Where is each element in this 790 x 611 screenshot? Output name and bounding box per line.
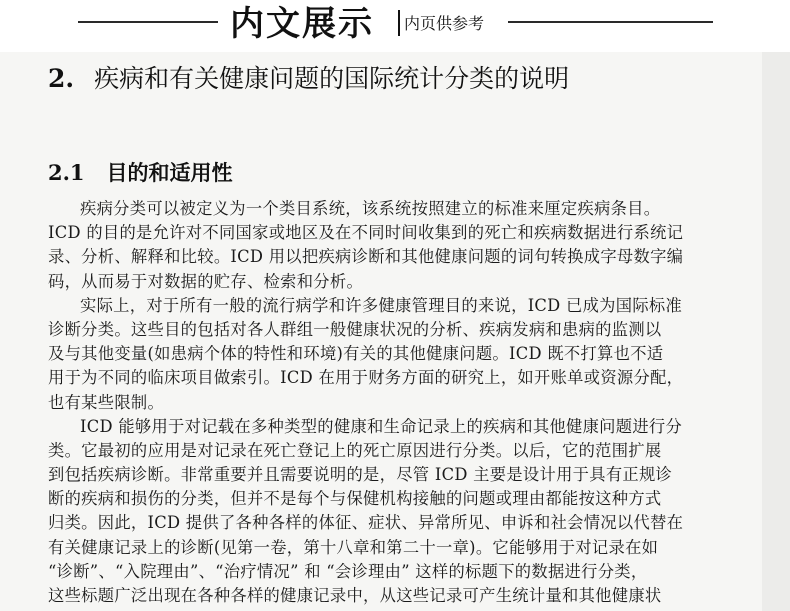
text-line: 类。它最初的应用是对记录在死亡登记上的死亡原因进行分类。以后，它的范围扩展 (48, 440, 662, 460)
body-text (48, 197, 748, 608)
text-line: ICD 的目的是允许对不同国家或地区及在不同时间收集到的死亡和疾病数据进行系统记 (48, 223, 684, 243)
section-heading (48, 159, 233, 187)
text-line: 也有某些限制。 (48, 392, 165, 412)
page-edge-shadow (762, 52, 790, 611)
text-line: 归类。因此，ICD 提供了各种各样的体征、症状、异常所见、申诉和社会情况以代替在 (48, 513, 684, 533)
text-line: 到包括疾病诊断。非常重要并且需要说明的是，尽管 ICD 主要是设计用于具有正规诊 (48, 465, 673, 485)
text-line: 这些标题广泛出现在各种各样的健康记录中，从这些记录可产生统计量和其他健康状 (48, 586, 662, 605)
text-line: 实际上，对于所有一般的流行病学和许多健康管理目的来说，ICD 已成为国际标准 (80, 295, 683, 315)
section-number: 2.1 (48, 160, 85, 185)
banner-subtitle: 内页供参考 (404, 14, 485, 33)
text-line: 录、分析、解释和比较。ICD 用以把疾病诊断和其他健康问题的词句转换成字母数字编 (48, 247, 684, 267)
chapter-number: 2. (48, 64, 75, 93)
text-line: 及与其他变量(如患病个体的特性和环境)有关的其他健康问题。ICD 既不打算也不适 (48, 344, 664, 364)
text-line: 诊断分类。这些目的包括对各人群组一般健康状况的分析、疾病发病和患病的监测以 (48, 319, 662, 339)
chapter-heading (48, 62, 569, 96)
text-line: 用于为不同的临床项目做索引。ICD 在用于财务方面的研究上，如开账单或资源分配， (48, 368, 684, 388)
section-title: 目的和适用性 (106, 161, 233, 185)
banner-title: 内文展示 (230, 4, 374, 44)
chapter-title: 疾病和有关健康问题的国际统计分类的说明 (94, 64, 570, 93)
banner-divider (398, 10, 400, 36)
text-line: 码，从而易于对数据的贮存、检索和分析。 (48, 271, 364, 291)
banner (0, 0, 790, 52)
banner-rule-right (508, 21, 713, 23)
text-line: 有关健康记录上的诊断(见第一卷，第十八章和第二十一章)。它能够用于对记录在如 (48, 537, 659, 557)
banner-rule-left (78, 21, 218, 23)
text-line: “诊断”、“入院理由”、“治疗情况” 和 “会诊理由” 这样的标题下的数据进行分类， (48, 561, 648, 581)
text-line: 疾病分类可以被定义为一个类目系统，该系统按照建立的标准来厘定疾病条目。 (80, 199, 661, 218)
text-line: ICD 能够用于对记载在多种类型的健康和生命记录上的疾病和其他健康问题进行分 (80, 416, 683, 436)
text-line: 断的疾病和损伤的分类，但并不是每个与保健机构接触的问题或理由都能按这种方式 (48, 489, 662, 509)
